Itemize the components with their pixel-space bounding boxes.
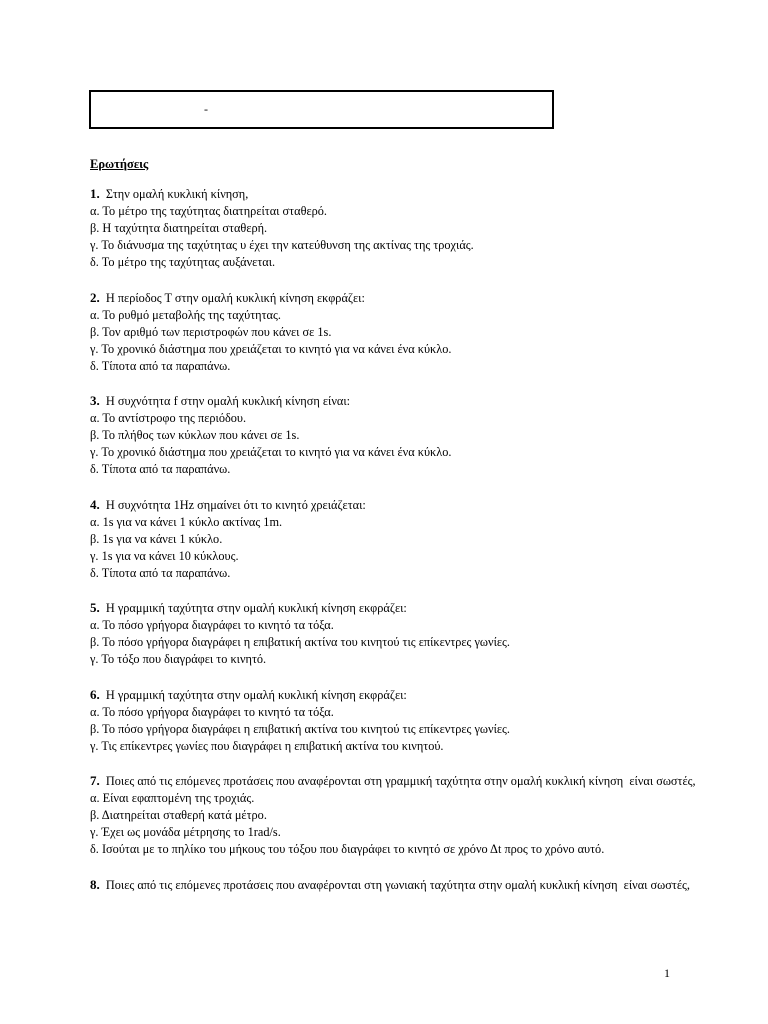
page-number: 1 [664,966,670,980]
answer-option: δ. Ισούται με το πηλίκο του μήκους του τόξου που διαγράφει το κινητό σε χρόνο Δt προς το χρόνο αυτό. [90,842,605,856]
answer-option: β. Η ταχύτητα διατηρείται σταθερή. [90,221,268,235]
answer-option: β. Διατηρείται σταθερή κατά μέτρο. [90,808,267,822]
answer-option: β. Το πόσο γρήγορα διαγράφει η επιβατική ακτίνα του κινητού τις επίκεντρες γωνίες. [90,635,511,649]
question-2 [90,289,742,375]
answer-option: γ. Το διάνυσμα της ταχύτητας υ έχει την κατεύθυνση της ακτίνας της τροχιάς. [90,238,474,252]
answer-option: δ. Τίποτα από τα παραπάνω. [90,462,231,476]
question-stem [90,772,742,790]
answer-option: α. Το πόσο γρήγορα διαγράφει το κινητό τα τόξα. [90,704,334,719]
question-stem [90,599,742,617]
answer-option: γ. Έχει ως μονάδα μέτρησης το 1rad/s. [90,825,281,839]
question-text: Η συχνότητα f στην ομαλή κυκλική κίνηση είναι: [99,394,351,408]
question-7 [90,772,742,858]
question-text: Η περίοδος Τ στην ομαλή κυκλική κίνηση εκφράζει: [99,290,365,305]
question-stem [90,686,742,704]
question-stem [90,496,742,514]
answer-option: γ. Τις επίκεντρες γωνίες που διαγράφει η επιβατική ακτίνα του κινητού. [90,738,444,753]
answer-option: γ. Το χρονικό διάστημα που χρειάζεται το κινητό για να κάνει ένα κύκλο. [90,341,452,356]
answer-option: γ. Το τόξο που διαγράφει το κινητό. [90,652,267,666]
answer-option: γ. Το χρονικό διάστημα που χρειάζεται το κινητό για να κάνει ένα κύκλο. [90,445,452,459]
answer-option: α. Το μέτρο της ταχύτητας διατηρείται σταθερό. [90,204,327,218]
question-text: Στην ομαλή κυκλική κίνηση, [99,187,249,201]
answer-option: β. Το πόσο γρήγορα διαγράφει η επιβατική ακτίνα του κινητού τις επίκεντρες γωνίες. [90,721,511,736]
question-stem [90,876,742,894]
question-4 [90,496,742,582]
question-number: 2. [90,289,100,305]
question-number: 3. [90,393,100,408]
question-6 [90,686,742,755]
answer-option: α. Το πόσο γρήγορα διαγράφει το κινητό τα τόξα. [90,618,334,632]
answer-option: β. Τον αριθμό των περιστροφών που κάνει σε 1s. [90,324,332,339]
answer-option: β. Το πλήθος των κύκλων που κάνει σε 1s. [90,428,300,442]
question-stem [90,392,742,410]
answer-option: γ. 1s για να κάνει 10 κύκλους. [90,548,239,563]
answer-option: α. Είναι εφαπτομένη της τροχιάς. [90,791,255,805]
question-text: Η γραμμική ταχύτητα στην ομαλή κυκλική κίνηση εκφράζει: [99,687,407,702]
answer-option: α. Το αντίστροφο της περιόδου. [90,411,247,425]
header-dash: - [204,102,208,116]
question-stem [90,185,742,203]
answer-option: α. Το ρυθμό μεταβολής της ταχύτητας. [90,307,281,322]
section-title: Ερωτήσεις [90,157,149,171]
question-stem [90,289,742,307]
question-number: 1. [90,186,100,201]
question-text: Η γραμμική ταχύτητα στην ομαλή κυκλική κίνηση εκφράζει: [99,601,407,615]
answer-option: β. 1s για να κάνει 1 κύκλο. [90,531,223,546]
question-1 [90,185,742,271]
questions-list [90,185,742,911]
answer-option: δ. Το μέτρο της ταχύτητας αυξάνεται. [90,255,276,269]
answer-option: α. 1s για να κάνει 1 κύκλο ακτίνας 1m. [90,514,283,529]
question-5 [90,599,742,668]
header-box [89,90,554,129]
question-text: Ποιες από τις επόμενες προτάσεις που αναφέρονται στη γωνιακή ταχύτητα στην ομαλή κυκλική κίνηση είναι σωστές, [99,877,690,892]
answer-option: δ. Τίποτα από τα παραπάνω. [90,565,231,580]
question-number: 5. [90,600,100,615]
question-text: Η συχνότητα 1Hz σημαίνει ότι το κινητό χρειάζεται: [99,497,366,512]
question-number: 4. [90,496,100,512]
question-3 [90,392,742,478]
answer-option: δ. Τίποτα από τα παραπάνω. [90,358,231,373]
question-text: Ποιες από τις επόμενες προτάσεις που αναφέρονται στη γραμμική ταχύτητα στην ομαλή κυκλική κίνηση είναι σωστές, [99,774,696,788]
question-number: 6. [90,686,100,702]
question-number: 7. [90,773,100,788]
question-8 [90,876,742,894]
question-number: 8. [90,876,100,892]
